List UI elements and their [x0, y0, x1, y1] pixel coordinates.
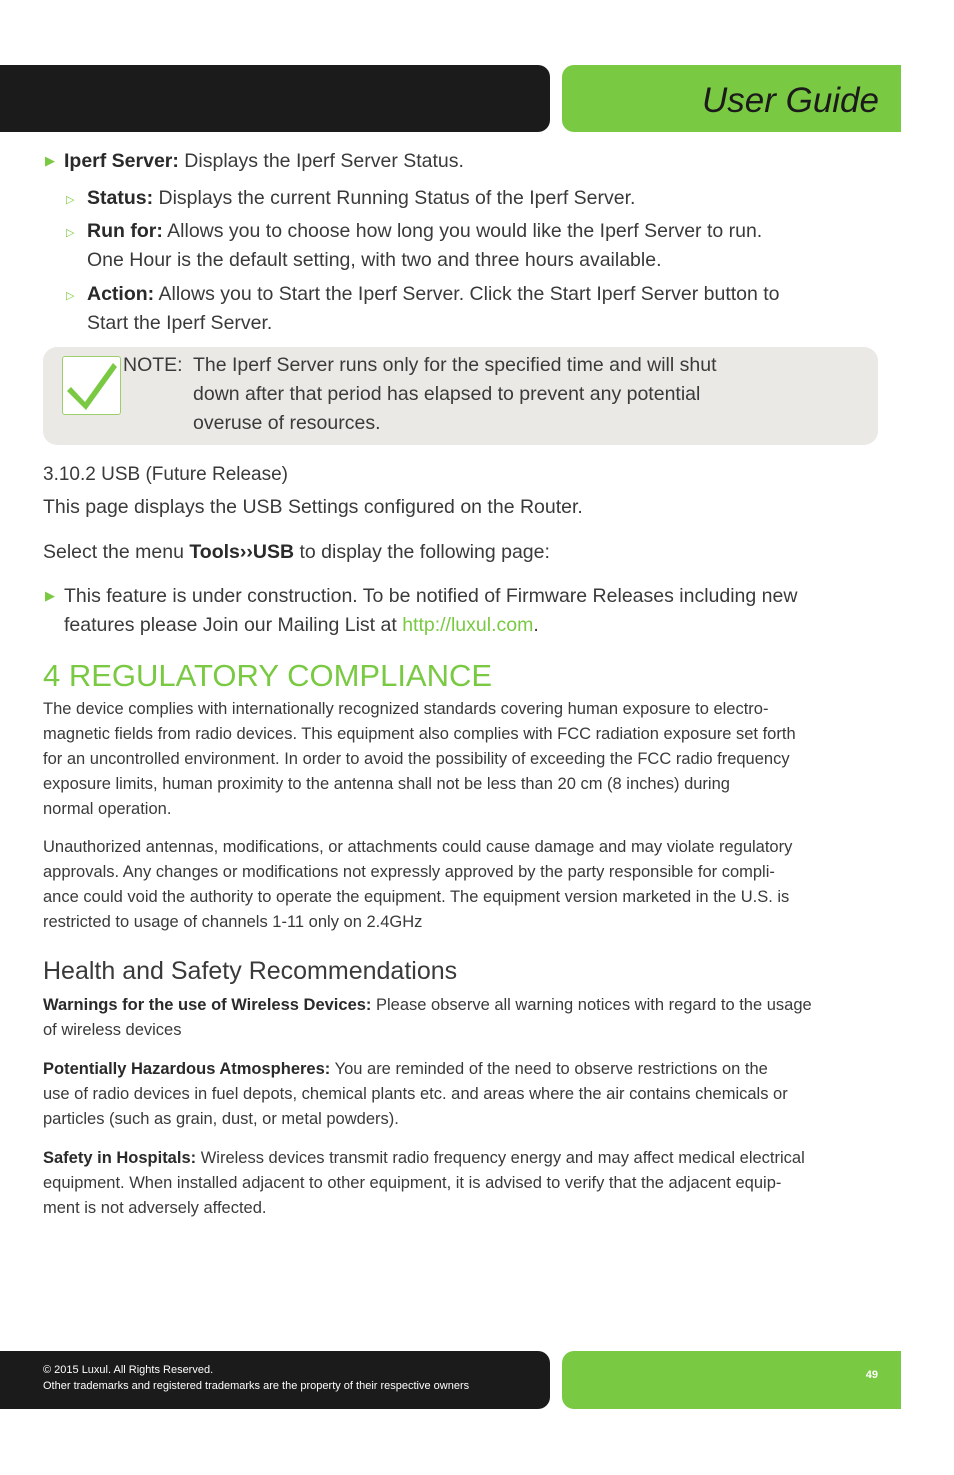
note-box	[43, 347, 878, 445]
hollow-triangle-icon: ▷	[66, 194, 75, 206]
run-for-item	[87, 217, 762, 246]
health-safety-heading: Health and Safety Recommendations	[43, 957, 458, 985]
warnings-text-line2: of wireless devices	[43, 1021, 182, 1039]
header-title-panel	[562, 65, 901, 132]
construction-text-line1: This feature is under construction. To be notified of Firmware Releases including new	[64, 585, 798, 607]
page-title: User Guide	[701, 81, 879, 120]
iperf-server-item	[64, 147, 464, 176]
status-item	[87, 184, 635, 213]
status-label: Status:	[87, 187, 154, 209]
construction-text-line2	[64, 611, 539, 640]
hazardous-label: Potentially Hazardous Atmospheres:	[43, 1060, 331, 1078]
footer-bar	[0, 1351, 550, 1409]
hospitals-text-line3: ment is not adversely affected.	[43, 1199, 267, 1217]
hazardous-text-line3: particles (such as grain, dust, or metal powders).	[43, 1110, 399, 1128]
copyright-text: © 2015 Luxul. All Rights Reserved.	[43, 1364, 214, 1376]
header-bar	[0, 65, 550, 132]
action-text-line2: Start the Iperf Server.	[87, 312, 273, 334]
note-text-line3: overuse of resources.	[193, 412, 381, 434]
usb-heading: 3.10.2 USB (Future Release)	[43, 464, 289, 485]
construction-period: .	[533, 614, 539, 636]
page-number: 49	[865, 1369, 878, 1381]
action-item	[87, 280, 780, 309]
regulatory-p1-line: magnetic fields from radio devices. This equipment also complies with FCC radiation exposure set forth	[43, 725, 796, 743]
note-text-line2: down after that period has elapsed to prevent any potential	[193, 383, 701, 405]
usb-select-menu	[43, 538, 550, 567]
hollow-triangle-icon: ▷	[66, 227, 75, 239]
regulatory-p2-line: ance could void the authority to operate the equipment. The equipment version marketed in the U.S. is	[43, 888, 790, 906]
menu-path: Tools››USB	[189, 541, 295, 563]
footer-page-panel	[562, 1351, 901, 1409]
regulatory-p1-line: normal operation.	[43, 800, 172, 818]
regulatory-paragraph-1	[43, 697, 873, 822]
usb-description: This page displays the USB Settings configured on the Router.	[43, 496, 583, 518]
hospitals-text-line2: equipment. When installed adjacent to other equipment, it is advised to verify that the adjacent equip-	[43, 1174, 782, 1192]
iperf-server-text: Displays the Iperf Server Status.	[178, 150, 464, 172]
triangle-bullet-icon: ▶	[45, 588, 55, 603]
warnings-paragraph	[43, 993, 873, 1043]
trademarks-text: Other trademarks and registered trademarks are the property of their respective owners	[43, 1380, 470, 1392]
triangle-bullet-icon: ▶	[45, 153, 55, 168]
hazardous-paragraph	[43, 1057, 873, 1132]
regulatory-p2-line: restricted to usage of channels 1-11 only on 2.4GHz	[43, 913, 423, 931]
hollow-triangle-icon: ▷	[66, 290, 75, 302]
mailing-list-link[interactable]: http://luxul.com	[402, 614, 534, 636]
select-prefix: Select the menu	[43, 541, 190, 563]
hospitals-label: Safety in Hospitals:	[43, 1149, 197, 1167]
note-label: NOTE:	[123, 354, 183, 376]
construction-text: features please Join our Mailing List at	[64, 614, 403, 636]
regulatory-p1-line: for an uncontrolled environment. In order to avoid the possibility of exceeding the FCC radio frequency	[43, 750, 790, 768]
select-suffix: to display the following page:	[294, 541, 550, 563]
note-text-line1: The Iperf Server runs only for the specified time and will shut	[193, 354, 717, 376]
regulatory-heading: 4 REGULATORY COMPLIANCE	[43, 658, 493, 693]
regulatory-p2-line: approvals. Any changes or modifications not expressly approved by the party responsible for compli-	[43, 863, 775, 881]
warnings-label: Warnings for the use of Wireless Devices:	[43, 996, 372, 1014]
checkmark-icon	[62, 356, 121, 415]
hospitals-text: Wireless devices transmit radio frequency energy and may affect medical electrical	[196, 1149, 805, 1167]
run-for-text: Allows you to choose how long you would like the Iperf Server to run.	[162, 220, 763, 242]
hospitals-paragraph	[43, 1146, 873, 1221]
regulatory-p2-line: Unauthorized antennas, modifications, or attachments could cause damage and may violate regulatory	[43, 838, 793, 856]
regulatory-paragraph-2	[43, 835, 873, 935]
hazardous-text-line2: use of radio devices in fuel depots, chemical plants etc. and areas where the air contains chemicals or	[43, 1085, 788, 1103]
iperf-server-label: Iperf Server:	[64, 150, 179, 172]
regulatory-p1-line: exposure limits, human proximity to the antenna shall not be less than 20 cm (8 inches) during	[43, 775, 730, 793]
action-text: Allows you to Start the Iperf Server. Click the Start Iperf Server button to	[154, 283, 780, 305]
action-label: Action:	[87, 283, 155, 305]
hazardous-text: You are reminded of the need to observe restrictions on the	[330, 1060, 768, 1078]
run-for-text-line2: One Hour is the default setting, with two and three hours available.	[87, 249, 662, 271]
regulatory-p1-line: The device complies with internationally recognized standards covering human exposure to electro-	[43, 700, 769, 718]
warnings-text: Please observe all warning notices with regard to the usage	[371, 996, 812, 1014]
status-text: Displays the current Running Status of the Iperf Server.	[153, 187, 636, 209]
run-for-label: Run for:	[87, 220, 163, 242]
